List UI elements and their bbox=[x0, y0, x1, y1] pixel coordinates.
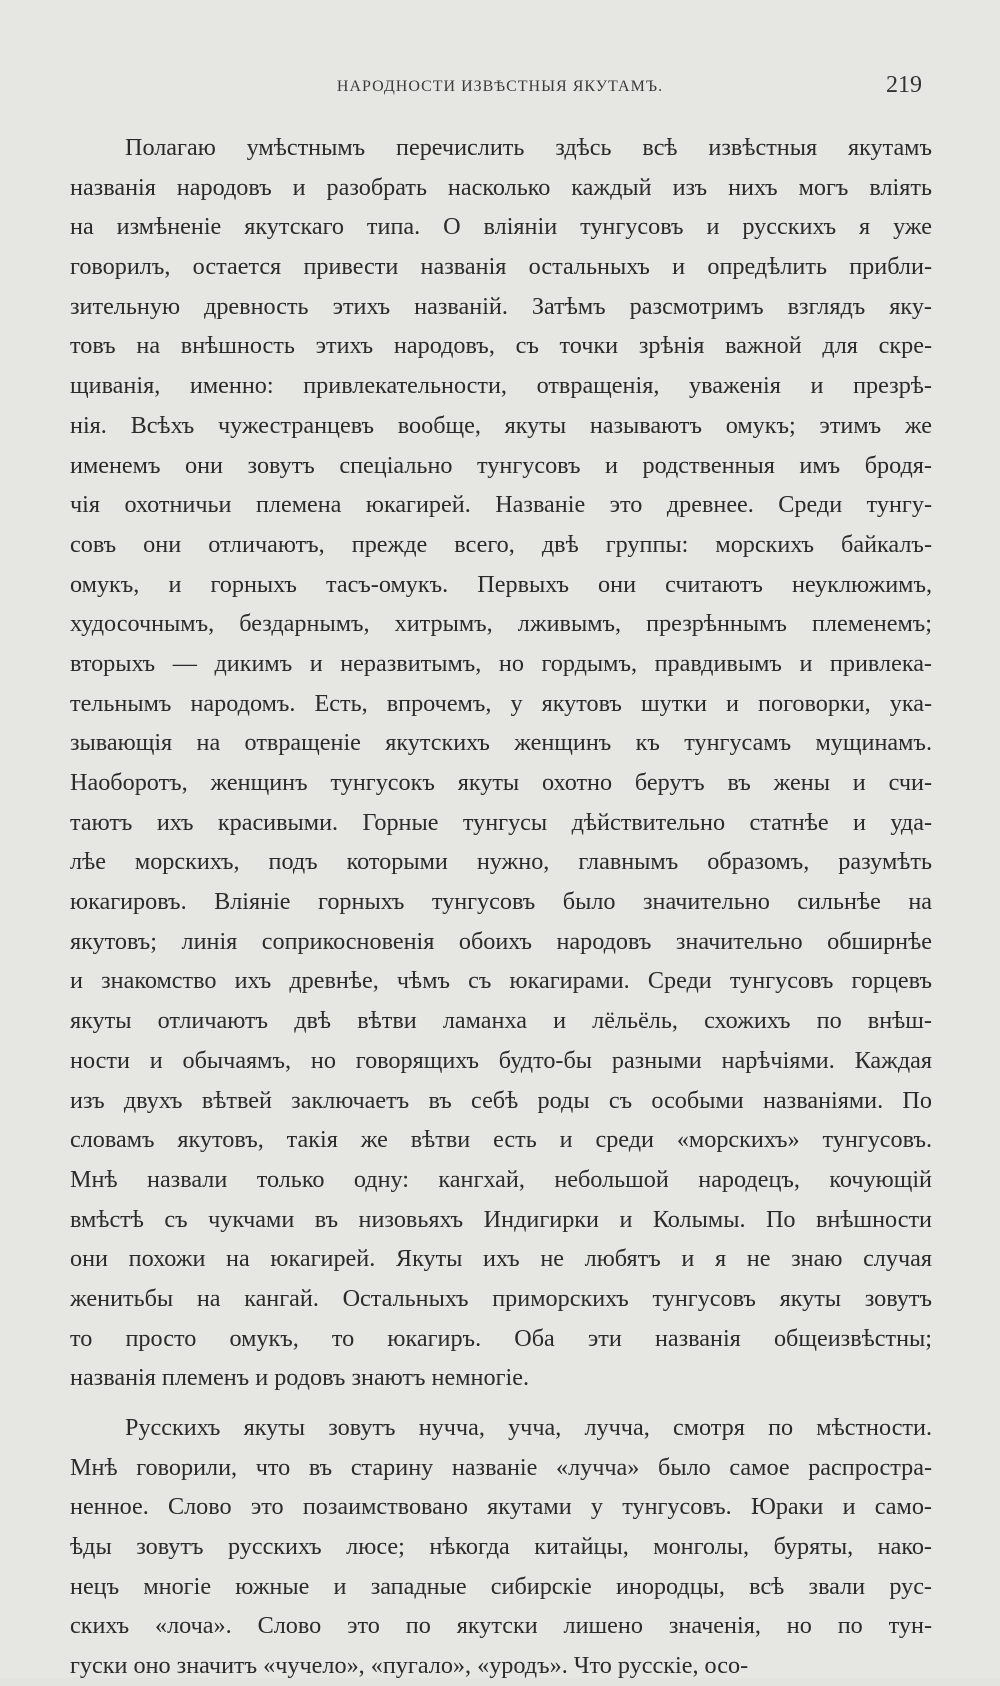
text-line: названія народовъ и разобрать насколько каждый изъ нихъ могъ вліять bbox=[70, 173, 932, 201]
text-line: якуты отличаютъ двѣ вѣтви ламанха и лёльёль, схожихъ по внѣш- bbox=[70, 1007, 932, 1035]
text-line: товъ на внѣшность этихъ народовъ, съ точки зрѣнія важной для скре- bbox=[70, 332, 932, 360]
text-line: словамъ якутовъ, такія же вѣтви есть и среди «морскихъ» тунгусовъ. bbox=[70, 1126, 932, 1154]
text-line: скихъ «лоча». Слово это по якутски лишено значенія, но по тун- bbox=[70, 1612, 932, 1640]
text-line: названія племенъ и родовъ знаютъ немногіе. bbox=[70, 1364, 530, 1392]
text-line: омукъ, и горныхъ тасъ-омукъ. Первыхъ они считаютъ неуклюжимъ, bbox=[70, 570, 932, 598]
text-line: говорилъ, остается привести названія остальныхъ и опредѣлить прибли- bbox=[70, 253, 932, 281]
text-line: чія охотничьи племена юкагирей. Названіе это древнее. Среди тунгу- bbox=[70, 491, 932, 519]
paragraph-2 bbox=[70, 1408, 932, 1686]
text-line: зывающія на отвращеніе якутскихъ женщинъ къ тунгусамъ мущинамъ. bbox=[70, 729, 932, 757]
text-line: якутовъ; линія соприкосновенія обоихъ народовъ значительно обширнѣе bbox=[70, 927, 932, 955]
text-line: нія. Всѣхъ чужестранцевъ вообще, якуты называютъ омукъ; этимъ же bbox=[70, 411, 932, 439]
paragraph-gap bbox=[70, 1398, 932, 1408]
text-line: вторыхъ — дикимъ и неразвитымъ, но гордымъ, правдивымъ и привлека- bbox=[70, 649, 932, 677]
text-line: изъ двухъ вѣтвей заключаетъ въ себѣ роды съ особыми названіями. По bbox=[70, 1086, 932, 1114]
body-text bbox=[70, 128, 932, 1686]
text-line: худосочнымъ, бездарнымъ, хитрымъ, лживымъ, презрѣннымъ племенемъ; bbox=[70, 610, 932, 638]
text-line: ѣды зовутъ русскихъ люсе; нѣкогда китайцы, монголы, буряты, нако- bbox=[70, 1533, 932, 1561]
running-head: НАРОДНОСТИ ИЗВѢСТНЫЯ ЯКУТАМЪ. bbox=[336, 78, 664, 95]
text-line: юкагировъ. Вліяніе горныхъ тунгусовъ было значительно сильнѣе на bbox=[70, 888, 932, 916]
text-line: зительную древность этихъ названій. Затѣмъ разсмотримъ взглядъ яку- bbox=[70, 292, 932, 320]
text-line: ности и обычаямъ, но говорящихъ будто-бы разными нарѣчіями. Каждая bbox=[70, 1046, 932, 1074]
text-line: женитьбы на кангай. Остальныхъ приморскихъ тунгусовъ якуты зовутъ bbox=[70, 1284, 932, 1312]
text-line: Полагаю умѣстнымъ перечислить здѣсь всѣ извѣстныя якутамъ bbox=[125, 134, 932, 161]
text-line: именемъ они зовутъ спеціально тунгусовъ и родственныя имъ бродя- bbox=[70, 451, 932, 479]
paragraph-1 bbox=[70, 128, 932, 1398]
text-line: лѣе морскихъ, подъ которыми нужно, главнымъ образомъ, разумѣть bbox=[70, 848, 932, 876]
text-line: гуски оно значитъ «чучело», «пугало», «уродъ». Что русскіе, осо- bbox=[70, 1652, 749, 1680]
text-line: то просто омукъ, то юкагиръ. Оба эти названія общеизвѣстны; bbox=[70, 1324, 932, 1352]
text-line: они похожи на юкагирей. Якуты ихъ не любятъ и я не знаю случая bbox=[70, 1245, 932, 1273]
text-line: на измѣненіе якутскаго типа. О вліяніи тунгусовъ и русскихъ я уже bbox=[70, 213, 932, 241]
text-line: тельнымъ народомъ. Есть, впрочемъ, у якутовъ шутки и поговорки, ука- bbox=[70, 689, 932, 717]
text-line: вмѣстѣ съ чукчами въ низовьяхъ Индигирки и Колымы. По внѣшности bbox=[70, 1205, 932, 1233]
text-line: Русскихъ якуты зовутъ нучча, учча, лучча, смотря по мѣстности. bbox=[125, 1414, 932, 1441]
page-header bbox=[70, 72, 930, 108]
text-line: ненное. Слово это позаимствовано якутами у тунгусовъ. Юраки и само- bbox=[70, 1493, 932, 1521]
text-line: совъ они отличаютъ, прежде всего, двѣ группы: морскихъ байкалъ- bbox=[70, 530, 932, 558]
text-line: щиванія, именно: привлекательности, отвращенія, уваженія и презрѣ- bbox=[70, 372, 932, 400]
text-line: Наоборотъ, женщинъ тунгусокъ якуты охотно берутъ въ жены и счи- bbox=[70, 769, 932, 796]
page-number: 219 bbox=[886, 72, 922, 98]
text-line: таютъ ихъ красивыми. Горные тунгусы дѣйствительно статнѣе и уда- bbox=[70, 808, 932, 836]
text-line: Мнѣ назвали только одну: кангхай, небольшой народецъ, кочующій bbox=[70, 1165, 932, 1193]
text-line: и знакомство ихъ древнѣе, чѣмъ съ юкагирами. Среди тунгусовъ горцевъ bbox=[70, 967, 932, 995]
text-line: Мнѣ говорили, что въ старину названіе «лучча» было самое распростра- bbox=[70, 1453, 932, 1481]
text-line: нецъ многіе южные и западные сибирскіе инородцы, всѣ звали рус- bbox=[70, 1572, 932, 1600]
